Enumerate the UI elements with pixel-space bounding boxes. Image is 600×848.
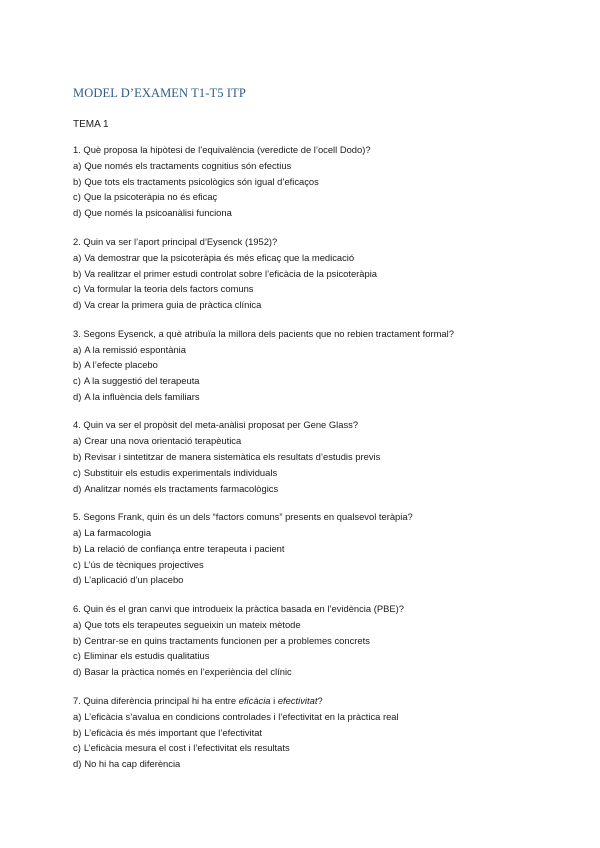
answer-option-a <box>73 433 573 449</box>
option-text: Que tots els tractaments psicològics són igual d’eficaços <box>84 175 319 187</box>
option-letter: a) <box>73 343 82 355</box>
question-text: 1. Què proposa la hipòtesi de l’equivalència (veredicte de l’ocell Dodo)? <box>73 144 371 155</box>
option-text: Eliminar els estudis qualitatius <box>83 650 210 662</box>
answer-option-c <box>73 189 573 205</box>
question-text-part: 7. Quina diferència principal hi ha entre <box>73 694 239 706</box>
question-text: 3. Segons Eysenck, a què atribuïa la millora dels pacients que no rebien tractament formal? <box>73 327 454 339</box>
option-letter: b) <box>73 359 82 371</box>
document-title: MODEL D’EXAMEN T1-T5 ITP <box>73 86 246 100</box>
option-letter: c) <box>73 191 81 203</box>
option-text: Va crear la primera guia de pràctica clínica <box>84 298 262 310</box>
option-letter: b) <box>73 267 82 279</box>
option-text: Substituir els estudis experimentals individuals <box>83 466 278 478</box>
answer-option-b <box>73 174 573 190</box>
answer-option-b <box>73 725 573 741</box>
answer-option-a <box>73 158 573 174</box>
answer-option-c <box>73 373 573 389</box>
option-text: A l’efecte placebo <box>84 359 158 371</box>
answer-option-c <box>73 465 573 481</box>
option-letter: b) <box>73 542 82 554</box>
question-text: 5. Segons Frank, quin és un dels “factors comuns” presents en qualsevol teràpia? <box>73 511 413 523</box>
question-text: 6. Quin és el gran canvi que introdueix la pràctica basada en l’evidència (PBE)? <box>73 603 404 615</box>
answer-option-d <box>73 481 573 497</box>
question-1 <box>73 142 573 221</box>
option-letter: d) <box>73 666 82 678</box>
answer-option-a <box>73 617 573 633</box>
answer-option-d <box>73 205 573 221</box>
question-7 <box>73 693 573 772</box>
option-letter: a) <box>73 251 82 263</box>
option-text: Que la psicoteràpia no és eficaç <box>83 191 218 203</box>
option-text: Va realitzar el primer estudi controlat sobre l’eficàcia de la psicoteràpia <box>84 267 378 279</box>
option-text: L’aplicació d’un placebo <box>84 574 184 586</box>
option-text: No hi ha cap diferència <box>84 757 181 769</box>
option-text: La farmacologia <box>84 527 152 539</box>
option-letter: d) <box>73 482 82 494</box>
option-text: Que tots els terapeutes segueixin un mateix mètode <box>84 619 301 631</box>
answer-option-b <box>73 541 573 557</box>
question-5 <box>73 509 573 588</box>
option-letter: b) <box>73 175 82 187</box>
option-letter: d) <box>73 298 82 310</box>
question-text: 2. Quin va ser l’aport principal d’Eysenck (1952)? <box>73 235 278 247</box>
option-text: Centrar-se en quins tractaments funcionen per a problemes concrets <box>84 634 370 646</box>
question-term-effectiveness: efectivitat <box>277 694 318 706</box>
option-letter: a) <box>73 160 82 171</box>
option-letter: a) <box>73 710 82 722</box>
option-text: L’eficàcia és més important que l’efectivitat <box>84 726 263 738</box>
option-letter: b) <box>73 451 82 463</box>
question-text-part: i <box>270 694 278 706</box>
option-letter: c) <box>73 650 81 662</box>
question-text-part: ? <box>317 694 323 706</box>
answer-option-d <box>73 297 573 313</box>
answer-option-a <box>73 342 573 358</box>
answer-option-d <box>73 389 573 405</box>
option-letter: a) <box>73 527 82 539</box>
answer-option-d <box>73 756 573 772</box>
answer-option-c <box>73 557 573 573</box>
option-text: Va demostrar que la psicoteràpia és més eficaç que la medicació <box>84 251 355 263</box>
question-3 <box>73 326 573 405</box>
option-text: Basar la pràctica només en l’experiència del clínic <box>84 666 292 678</box>
question-term-efficacy: eficàcia <box>238 694 271 706</box>
answer-option-c <box>73 281 573 297</box>
answer-option-b <box>73 357 573 373</box>
option-letter: c) <box>73 742 81 754</box>
option-text: A la suggestió del terapeuta <box>83 375 200 387</box>
answer-option-a <box>73 709 573 725</box>
answer-option-d <box>73 572 573 588</box>
option-letter: c) <box>73 283 81 295</box>
option-text: L’eficàcia mesura el cost i l’efectivitat els resultats <box>83 742 290 754</box>
answer-option-d <box>73 664 573 680</box>
option-letter: c) <box>73 558 81 570</box>
option-text: Revisar i sintetitzar de manera sistemàtica els resultats d’estudis previs <box>84 451 381 463</box>
option-letter: d) <box>73 574 82 586</box>
option-letter: d) <box>73 757 82 769</box>
question-list <box>73 142 573 785</box>
answer-option-a <box>73 250 573 266</box>
option-text: Que només els tractaments cognitius són efectius <box>84 160 292 171</box>
answer-option-c <box>73 648 573 664</box>
question-2 <box>73 234 573 313</box>
answer-option-b <box>73 449 573 465</box>
option-letter: c) <box>73 466 81 478</box>
option-letter: d) <box>73 207 82 219</box>
answer-option-b <box>73 633 573 649</box>
question-6 <box>73 601 573 680</box>
option-letter: b) <box>73 726 82 738</box>
option-text: Va formular la teoria dels factors comuns <box>83 283 254 295</box>
option-text: La relació de confiança entre terapeuta i pacient <box>84 542 285 554</box>
option-text: Que només la psicoanàlisi funciona <box>84 207 232 219</box>
option-text: A la influència dels familiars <box>84 390 200 402</box>
option-letter: a) <box>73 619 82 631</box>
option-letter: d) <box>73 390 82 402</box>
option-text: Analitzar només els tractaments farmacològics <box>84 482 279 494</box>
answer-option-c <box>73 740 573 756</box>
question-4 <box>73 417 573 496</box>
question-text: 4. Quin va ser el propòsit del meta-anàlisi proposat per Gene Glass? <box>73 419 359 431</box>
section-heading: TEMA 1 <box>73 119 109 130</box>
option-text: A la remissió espontània <box>84 343 186 355</box>
option-text: L’eficàcia s’avalua en condicions controlades i l’efectivitat en la pràctica real <box>84 710 399 722</box>
question-text <box>73 693 573 709</box>
answer-option-b <box>73 266 573 282</box>
answer-option-a <box>73 525 573 541</box>
option-text: L’ús de tècniques projectives <box>83 558 204 570</box>
option-letter: b) <box>73 634 82 646</box>
option-letter: c) <box>73 375 81 387</box>
option-letter: a) <box>73 435 82 447</box>
option-text: Crear una nova orientació terapèutica <box>84 435 242 447</box>
